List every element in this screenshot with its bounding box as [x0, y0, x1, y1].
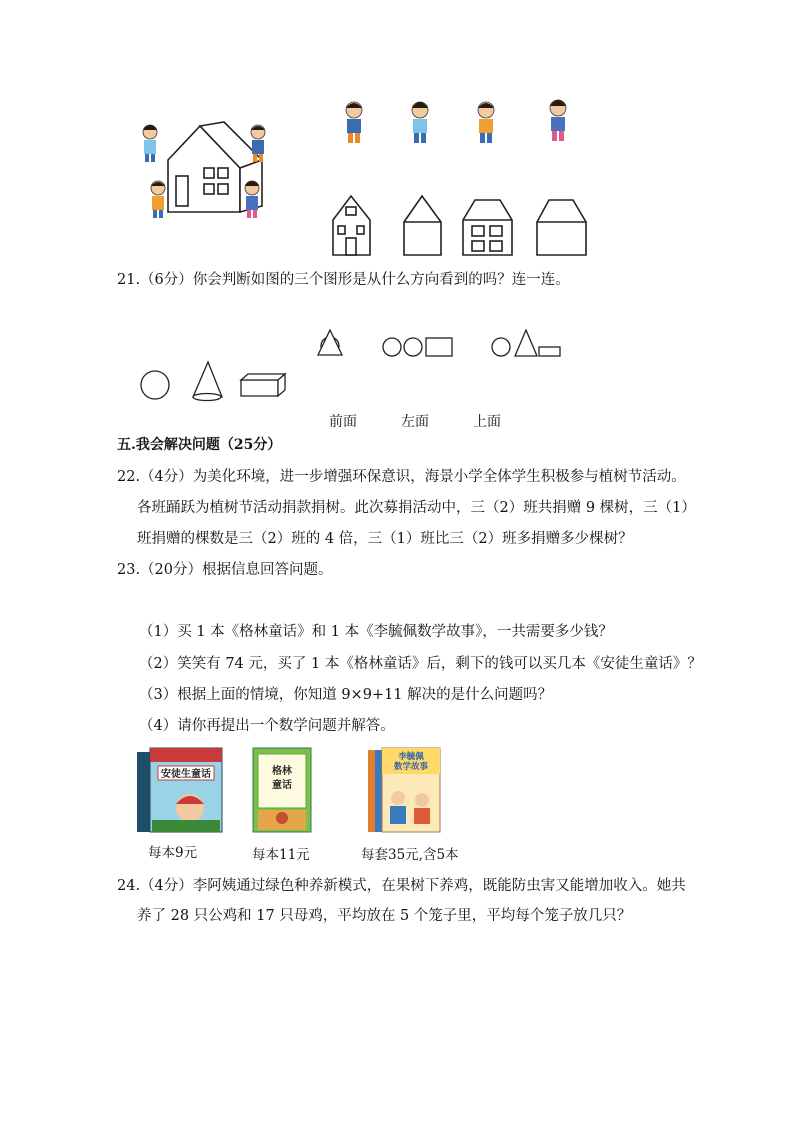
cuboid-icon	[241, 374, 285, 396]
q22-line3: 班捐赠的棵数是三（2）班的 4 倍，三（1）班比三（2）班多捐赠多少棵树？	[137, 531, 633, 547]
q23-question: 23.（20分）根据信息回答问题。	[117, 562, 333, 578]
child-figure-icon	[143, 125, 157, 162]
q23-item-2: （2）笑笑有 74 元，买了 1 本《格林童话》后，剩下的钱可以买几本《安徒生童话》？	[139, 656, 702, 672]
q22-prefix: 22.（4分）	[117, 469, 193, 485]
q23-item-3: （3）根据上面的情境，你知道 9×9+11 解决的是什么问题吗？	[139, 687, 553, 703]
q21-text: 你会判断如图的三个图形是从什么方向看到的吗？连一连。	[192, 272, 570, 288]
view-label-top: 上面	[473, 414, 501, 430]
house-view-2-icon	[404, 196, 441, 255]
house-view-3-icon	[463, 200, 512, 255]
triangle-on-circle-icon	[318, 330, 342, 355]
q22-line1: 22.（4分）为美化环境，进一步增强环保意识，海景小学全体学生积极参与植树节活动。	[117, 469, 686, 485]
grimm-book-title: 格林童话	[272, 766, 292, 791]
q24-line2: 养了 28 只公鸡和 17 只母鸡，平均放在 5 个笼子里，平均每个笼子放几只？	[137, 908, 632, 924]
child-figure-icon	[550, 100, 566, 141]
andersen-book-cover-icon	[137, 748, 222, 832]
child-figure-icon	[346, 102, 362, 143]
circle-triangle-rectangle-icon	[492, 330, 560, 356]
andersen-book-title: 安徒生童话	[161, 769, 211, 780]
house-view-4-icon	[537, 200, 586, 255]
math-story-book-price: 每套35元,含5本	[361, 847, 459, 863]
q21-question	[117, 270, 570, 290]
andersen-book-price: 每本9元	[148, 845, 198, 861]
q24-prefix: 24.（4分）	[117, 878, 193, 894]
house-view-1-icon	[333, 196, 370, 255]
q23-item-4: （4）请你再提出一个数学问题并解答。	[139, 718, 395, 734]
math-story-book-title: 李毓佩数学故事	[393, 752, 429, 772]
q24-line1: 24.（4分）李阿姨通过绿色种养新模式，在果树下养鸡，既能防虫害又能增加收入。她共	[117, 878, 686, 894]
house-with-children-illustration	[0, 0, 794, 270]
books-illustration	[0, 744, 794, 844]
q23-item-1: （1）买 1 本《格林童话》和 1 本《李毓佩数学故事》，一共需要多少钱？	[139, 624, 613, 640]
q21-prefix: 21.（6分）	[117, 272, 193, 288]
child-figure-icon	[478, 102, 494, 143]
child-figure-icon	[245, 181, 259, 218]
view-label-front: 前面	[329, 414, 357, 430]
solid-shapes-illustration	[0, 320, 794, 440]
q23-prefix: 23.（20分）	[117, 562, 203, 578]
child-figure-icon	[412, 102, 428, 143]
cone-icon	[193, 362, 222, 401]
q22-line2: 各班踊跃为植树节活动捐款捐树。此次募捐活动中，三（2）班共捐赠 9 棵树，三（1）	[137, 500, 696, 516]
sphere-icon	[141, 371, 169, 399]
grimm-book-price: 每本11元	[252, 847, 310, 863]
child-figure-icon	[151, 181, 165, 218]
section-title: 五.我会解决问题（25分）	[117, 437, 282, 453]
view-label-left: 左面	[401, 414, 429, 430]
two-circles-rectangle-icon	[383, 338, 452, 356]
